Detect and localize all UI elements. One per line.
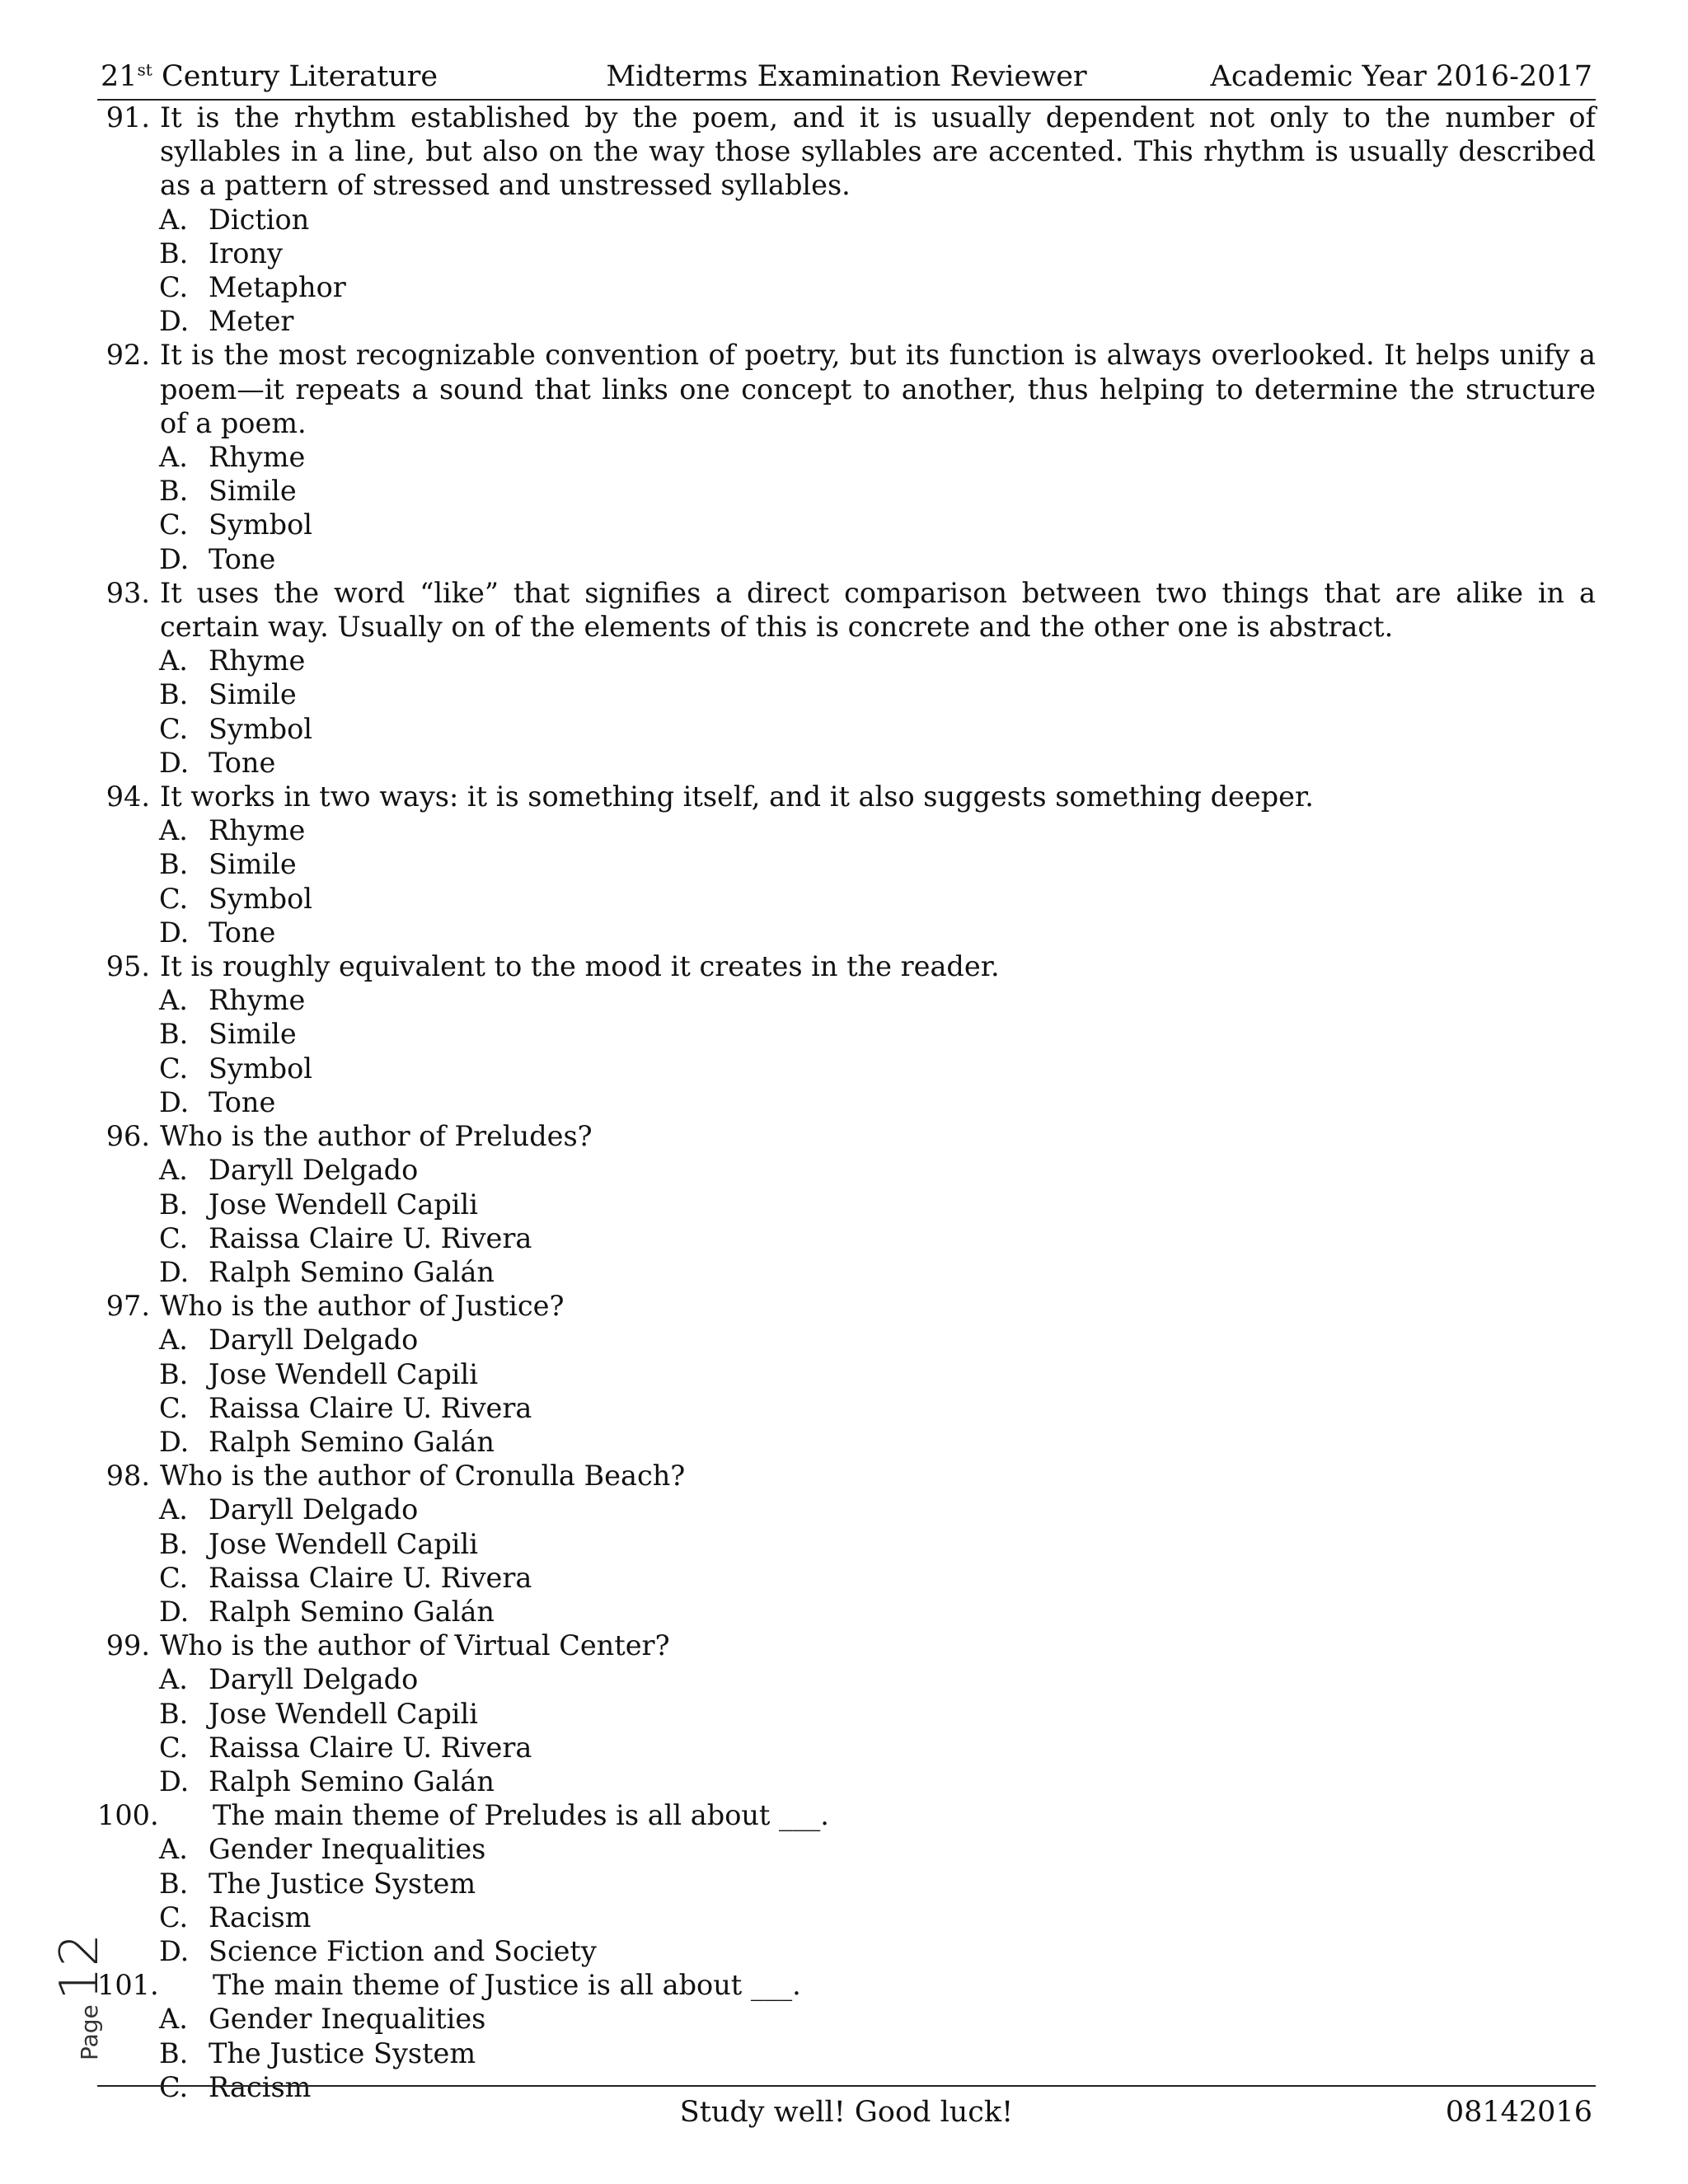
page-label: Page: [76, 2004, 103, 2060]
option-letter: D.: [159, 1425, 190, 1458]
answer-option: [97, 508, 1596, 541]
page-number-mark: [49, 1933, 110, 2060]
option-text: Jose Wendell Capili: [209, 1697, 478, 1730]
page-footer: [97, 2085, 1596, 2136]
page-header: [97, 58, 1596, 101]
option-text: Simile: [209, 475, 297, 508]
answer-option: [97, 677, 1596, 711]
answer-option: [97, 813, 1596, 847]
option-text: Raissa Claire U. Rivera: [209, 1391, 532, 1424]
question-number: 101.: [97, 1969, 159, 2002]
answer-option: [97, 542, 1596, 576]
option-letter: B.: [159, 1188, 189, 1221]
option-text: Symbol: [209, 712, 312, 745]
answer-option: [97, 847, 1596, 881]
option-letter: D.: [159, 746, 190, 779]
option-letter: A.: [159, 1833, 188, 1866]
footer-message: Study well! Good luck!: [679, 2096, 1014, 2129]
option-text: Jose Wendell Capili: [209, 1357, 478, 1390]
question-text: Who is the author of Justice?: [160, 1290, 565, 1323]
option-text: Rhyme: [209, 814, 306, 847]
option-letter: B.: [159, 2036, 189, 2069]
option-text: Daryll Delgado: [209, 1663, 419, 1696]
option-text: Raissa Claire U. Rivera: [209, 1221, 532, 1254]
answer-option: [97, 882, 1596, 916]
option-letter: B.: [159, 475, 189, 508]
question-item: [97, 338, 1596, 575]
footer-code: 08142016: [1445, 2096, 1592, 2129]
page-number: 12: [49, 1933, 110, 2001]
option-letter: C.: [159, 2070, 189, 2103]
option-letter: A.: [159, 644, 188, 677]
question-number: 100.: [97, 1799, 159, 1832]
question-list: [97, 101, 1596, 2104]
answer-option: [97, 916, 1596, 949]
option-text: Tone: [209, 542, 276, 575]
question-text: Who is the author of Preludes?: [160, 1120, 593, 1153]
option-letter: C.: [159, 1391, 189, 1424]
option-text: Ralph Semino Galán: [209, 1765, 495, 1797]
option-letter: C.: [159, 271, 189, 304]
answer-option: [97, 712, 1596, 746]
question-stem: [97, 949, 1596, 983]
option-letter: B.: [159, 1697, 189, 1730]
answer-option: [97, 1900, 1596, 1934]
question-stem: [97, 1629, 1596, 1662]
answer-option: [97, 1934, 1596, 1968]
option-letter: A.: [159, 2003, 188, 2036]
question-stem: [97, 576, 1596, 644]
option-letter: C.: [159, 509, 189, 541]
option-letter: D.: [159, 1765, 190, 1797]
option-text: Ralph Semino Galán: [209, 1595, 495, 1628]
option-text: Tone: [209, 746, 276, 779]
question-text: It uses the word “like” that signifies a direct comparison between two things that are alike in a certain way. Usually on of the elements of this is concrete and the other one is abstract.: [160, 576, 1596, 644]
answer-option: [97, 474, 1596, 508]
answer-option: [97, 1085, 1596, 1119]
answer-option: [97, 237, 1596, 270]
option-letter: C.: [159, 882, 189, 915]
option-text: Tone: [209, 916, 276, 949]
question-stem: [97, 101, 1596, 203]
question-item: [97, 1798, 1596, 1968]
option-text: Symbol: [209, 882, 312, 915]
question-stem: [97, 780, 1596, 813]
option-letter: D.: [159, 542, 190, 575]
question-stem: [97, 338, 1596, 440]
answer-option: [97, 1731, 1596, 1765]
answer-option: [97, 1561, 1596, 1595]
option-letter: D.: [159, 1255, 190, 1288]
option-letter: A.: [159, 1324, 188, 1357]
question-text: The main theme of Preludes is all about ___.: [213, 1799, 829, 1832]
question-number: 98.: [106, 1460, 150, 1493]
question-text: Who is the author of Virtual Center?: [160, 1629, 670, 1662]
option-letter: D.: [159, 1595, 190, 1628]
option-text: Gender Inequalities: [209, 1833, 486, 1866]
option-letter: A.: [159, 1154, 188, 1187]
question-item: [97, 1289, 1596, 1459]
question-number: 94.: [106, 780, 150, 813]
option-text: Diction: [209, 203, 310, 236]
answer-option: [97, 1017, 1596, 1051]
option-text: Racism: [209, 1900, 312, 1933]
question-number: 97.: [106, 1290, 150, 1323]
answer-option: [97, 1255, 1596, 1289]
question-text: The main theme of Justice is all about ___.: [213, 1969, 801, 2002]
option-text: Simile: [209, 848, 297, 881]
option-letter: D.: [159, 305, 190, 338]
option-text: Symbol: [209, 1052, 312, 1085]
answer-option: [97, 2036, 1596, 2070]
option-text: Raissa Claire U. Rivera: [209, 1561, 532, 1594]
question-text: It is the rhythm established by the poem, and it is usually dependent not only to the number of syllables in a line, but also on the way those syllables are accented. This rhythm is usually described as a pattern of stressed and unstressed syllables.: [160, 101, 1596, 202]
option-letter: A.: [159, 203, 188, 236]
option-letter: D.: [159, 1934, 190, 1967]
option-letter: C.: [159, 1731, 189, 1764]
answer-option: [97, 1425, 1596, 1459]
option-letter: C.: [159, 1221, 189, 1254]
answer-option: [97, 1527, 1596, 1561]
question-number: 92.: [106, 339, 150, 372]
option-letter: A.: [159, 1493, 188, 1526]
option-text: Daryll Delgado: [209, 1324, 419, 1357]
option-letter: C.: [159, 1561, 189, 1594]
answer-option: [97, 1662, 1596, 1696]
question-number: 95.: [106, 950, 150, 983]
question-item: [97, 1119, 1596, 1289]
option-text: Jose Wendell Capili: [209, 1527, 478, 1560]
question-stem: [97, 1119, 1596, 1153]
option-text: Rhyme: [209, 644, 306, 677]
question-text: It works in two ways: it is something itself, and it also suggests something deeper.: [160, 780, 1314, 813]
answer-option: [97, 304, 1596, 338]
option-text: Symbol: [209, 509, 312, 541]
option-letter: D.: [159, 1085, 190, 1118]
option-letter: B.: [159, 1527, 189, 1560]
option-text: Ralph Semino Galán: [209, 1425, 495, 1458]
answer-option: [97, 1323, 1596, 1357]
answer-option: [97, 2002, 1596, 2036]
answer-option: [97, 203, 1596, 237]
answer-option: [97, 270, 1596, 304]
option-text: Ralph Semino Galán: [209, 1255, 495, 1288]
question-item: [97, 780, 1596, 949]
question-stem: [97, 1459, 1596, 1493]
answer-option: [97, 1221, 1596, 1255]
question-number: 93.: [106, 576, 150, 609]
question-item: [97, 576, 1596, 780]
question-stem: [97, 1289, 1596, 1323]
option-letter: D.: [159, 916, 190, 949]
option-letter: B.: [159, 1867, 189, 1900]
question-item: [97, 1459, 1596, 1629]
answer-option: [97, 1595, 1596, 1629]
header-document-title: Midterms Examination Reviewer: [606, 60, 1087, 93]
header-academic-year: Academic Year 2016-2017: [1210, 60, 1592, 93]
question-number: 91.: [106, 101, 150, 134]
option-letter: A.: [159, 814, 188, 847]
question-item: [97, 101, 1596, 338]
answer-option: [97, 1357, 1596, 1391]
option-text: Daryll Delgado: [209, 1493, 419, 1526]
answer-option: [97, 644, 1596, 677]
option-text: Metaphor: [209, 271, 346, 304]
question-text: Who is the author of Cronulla Beach?: [160, 1460, 686, 1493]
option-letter: A.: [159, 441, 188, 474]
question-text: It is roughly equivalent to the mood it creates in the reader.: [160, 950, 1000, 983]
option-letter: C.: [159, 712, 189, 745]
answer-option: [97, 1188, 1596, 1221]
answer-option: [97, 1391, 1596, 1425]
answer-option: [97, 1867, 1596, 1900]
option-text: Rhyme: [209, 984, 306, 1017]
option-letter: C.: [159, 1900, 189, 1933]
option-letter: B.: [159, 237, 189, 269]
option-letter: A.: [159, 1663, 188, 1696]
question-item: [97, 949, 1596, 1119]
option-text: Science Fiction and Society: [209, 1934, 597, 1967]
option-letter: B.: [159, 1357, 189, 1390]
question-stem: [97, 1968, 1596, 2002]
option-letter: C.: [159, 1052, 189, 1085]
option-text: Daryll Delgado: [209, 1154, 419, 1187]
option-text: The Justice System: [209, 1867, 476, 1900]
option-text: Meter: [209, 305, 294, 338]
answer-option: [97, 1697, 1596, 1731]
option-text: Raissa Claire U. Rivera: [209, 1731, 532, 1764]
answer-option: [97, 746, 1596, 780]
option-text: Jose Wendell Capili: [209, 1188, 478, 1221]
answer-option: [97, 1153, 1596, 1187]
option-text: Irony: [209, 237, 283, 269]
option-letter: B.: [159, 848, 189, 881]
answer-option: [97, 1832, 1596, 1866]
question-number: 96.: [106, 1120, 150, 1153]
answer-option: [97, 1765, 1596, 1798]
option-text: Tone: [209, 1085, 276, 1118]
option-text: Gender Inequalities: [209, 2003, 486, 2036]
question-text: It is the most recognizable convention of poetry, but its function is always overlooked. It helps unify a poem—it repeats a sound that links one concept to another, thus helping to determine the structure of a poem.: [160, 339, 1596, 439]
option-text: Simile: [209, 678, 297, 711]
option-text: The Justice System: [209, 2036, 476, 2069]
option-letter: B.: [159, 678, 189, 711]
answer-option: [97, 1493, 1596, 1526]
question-number: 99.: [106, 1629, 150, 1662]
option-text: Rhyme: [209, 441, 306, 474]
answer-option: [97, 440, 1596, 474]
question-item: [97, 1968, 1596, 2104]
answer-option: [97, 1052, 1596, 1085]
question-stem: [97, 1798, 1596, 1832]
option-text: Racism: [209, 2070, 312, 2103]
option-text: Simile: [209, 1018, 297, 1051]
option-letter: B.: [159, 1018, 189, 1051]
question-item: [97, 1629, 1596, 1798]
header-course-title: 21st Century Literature: [101, 59, 438, 93]
answer-option: [97, 983, 1596, 1017]
option-letter: A.: [159, 984, 188, 1017]
